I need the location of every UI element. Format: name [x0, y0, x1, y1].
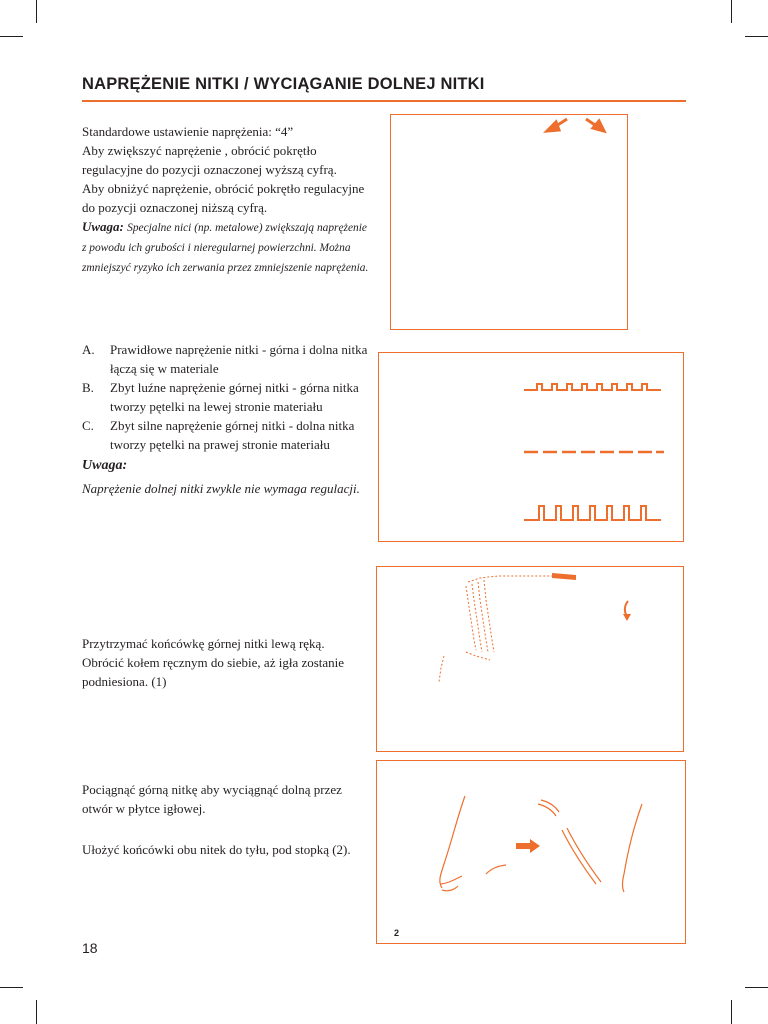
tension-note [82, 217, 372, 277]
list-item-a [82, 340, 370, 378]
list-text: Zbyt silne naprężenie górnej nitki - dolna nitka tworzy pętelki na prawej stronie materiału [110, 418, 355, 452]
list-item-b [82, 378, 370, 416]
crop-mark-top-right-h [745, 36, 768, 37]
crop-mark-bottom-left-v [36, 1000, 37, 1024]
list-letter: C. [82, 418, 94, 433]
list-text: Zbyt luźne naprężenie górnej nitki - górna nitka tworzy pętelki na lewej stronie materiału [110, 380, 359, 414]
pull-up-text: Przytrzymać końcówkę górnej nitki lewą ręką. Obrócić kołem ręcznym do siebie, aż igła zostanie podniesiona. (1) [82, 636, 345, 689]
list-letter: A. [82, 342, 95, 357]
tension-decrease: Aby obniżyć naprężenie, obrócić pokrętło regulacyjne do pozycji oznaczonej niższą cyfrą. [82, 181, 365, 215]
pull-bobbin-text-block [82, 780, 370, 859]
tension-dial-figure [390, 114, 628, 330]
list-letter: B. [82, 380, 94, 395]
stitch-note-text: Naprężenie dolnej nitki zwykle nie wymaga regulacji. [82, 481, 360, 496]
stitch-note-label: Uwaga: [82, 458, 128, 473]
figure-label: 2 [394, 928, 400, 938]
pull-bobbin-step-2: Ułożyć końcówki obu nitek do tyłu, pod stopką (2). [82, 842, 351, 857]
pull-bobbin-step-1: Pociągnąć górną nitkę aby wyciągnąć dolną przez otwór w płytce igłowej. [82, 782, 342, 816]
crop-mark-bottom-left-h [0, 987, 23, 988]
title-rule [82, 100, 686, 102]
stitch-list [82, 340, 370, 498]
crop-mark-bottom-right-v [731, 1000, 732, 1024]
pull-bobbin-figure [376, 760, 686, 944]
list-text: Prawidłowe naprężenie nitki - górna i dolna nitka łączą się w materiale [110, 342, 368, 376]
tension-default: Standardowe ustawienie naprężenia: “4” [82, 124, 294, 139]
stitch-tension-figure [378, 352, 684, 542]
tension-text-block [82, 122, 372, 277]
note-text: Specjalne nici (np. metalowe) zwiększają naprężenie z powodu ich grubości i nieregularnej powierzchni. Można zmniejszyć ryzyko ich zerwania przez zmniejszenie naprężenia. [82, 222, 369, 274]
page-number: 18 [82, 940, 98, 956]
crop-mark-bottom-right-h [745, 987, 768, 988]
page-title: NAPRĘŻENIE NITKI / WYCIĄGANIE DOLNEJ NITKI [82, 75, 485, 93]
list-item-c [82, 416, 370, 454]
crop-mark-top-left-v [36, 0, 37, 23]
note-label: Uwaga: [82, 219, 124, 234]
crop-mark-top-left-h [0, 36, 23, 37]
needle-raise-figure [376, 566, 684, 752]
crop-mark-top-right-v [731, 0, 732, 23]
tension-increase: Aby zwiększyć naprężenie , obrócić pokrętło regulacyjne do pozycji oznaczonej wyższą cyfrą. [82, 143, 337, 177]
